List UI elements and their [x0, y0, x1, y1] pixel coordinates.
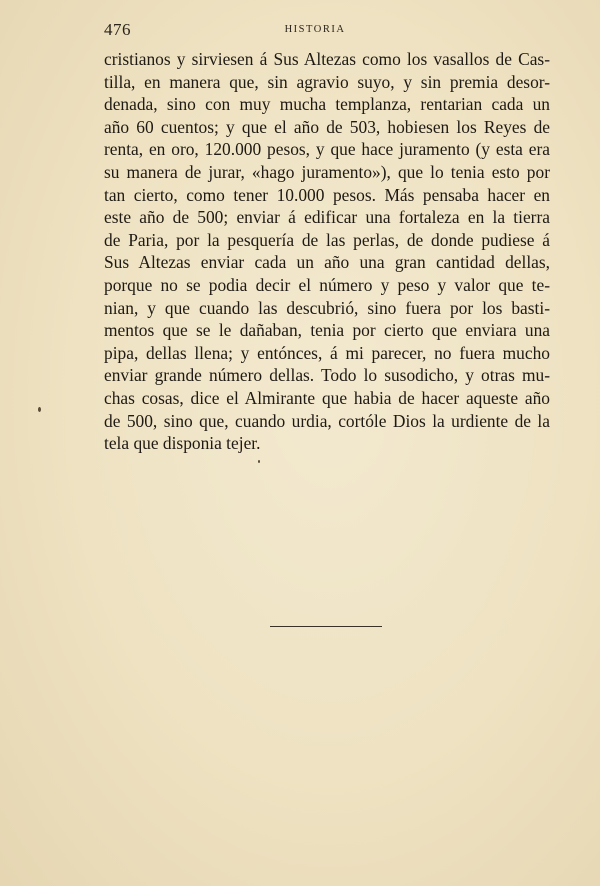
- text-line: porque no se podia decir el número y peso y valor que te-: [104, 274, 550, 295]
- text-line: de 500, sino que, cuando urdia, cortóle Dios la urdiente de la: [104, 410, 550, 431]
- page-number: 476: [104, 20, 131, 39]
- text-line: este año de 500; enviar á edificar una fortaleza en la tierra: [104, 207, 550, 228]
- text-line-final: tela que disponia tejer.: [104, 433, 261, 454]
- section-divider: [270, 626, 382, 627]
- text-line: mentos que se le dañaban, tenia por cierto que enviara una: [104, 320, 550, 341]
- text-line: nian, y que cuando las descubrió, sino fuera por los basti-: [104, 297, 550, 318]
- text-line: renta, en oro, 120.000 pesos, y que hace juramento (y esta era: [104, 139, 550, 160]
- text-line: tilla, en manera que, sin agravio suyo, y sin premia desor-: [104, 71, 550, 92]
- text-line: cristianos y sirviesen á Sus Altezas como los vasallos de Cas-: [104, 49, 550, 69]
- text-line: año 60 cuentos; y que el año de 503, hobiesen los Reyes de: [104, 116, 550, 137]
- text-line: su manera de jurar, «hago juramento»), que lo tenia esto por: [104, 161, 550, 182]
- text-line: Sus Altezas enviar cada un año una gran cantidad dellas,: [104, 252, 550, 273]
- paper-speck: [258, 460, 260, 463]
- text-line: tan cierto, como tener 10.000 pesos. Más pensaba hacer en: [104, 184, 550, 205]
- text-line: de Paria, por la pesquería de las perlas, de donde pudiese á: [104, 229, 550, 250]
- body-text: [104, 48, 550, 455]
- running-head: HISTORIA: [284, 24, 346, 35]
- text-line: enviar grande número dellas. Todo lo susodicho, y otras mu-: [104, 365, 550, 386]
- paper-speck: [38, 407, 41, 412]
- text-line: pipa, dellas llena; y entónces, á mi parecer, no fuera mucho: [104, 342, 550, 363]
- text-line: chas cosas, dice el Almirante que habia de hacer aqueste año: [104, 387, 550, 408]
- text-line: denada, sino con muy mucha templanza, rentarian cada un: [104, 94, 550, 115]
